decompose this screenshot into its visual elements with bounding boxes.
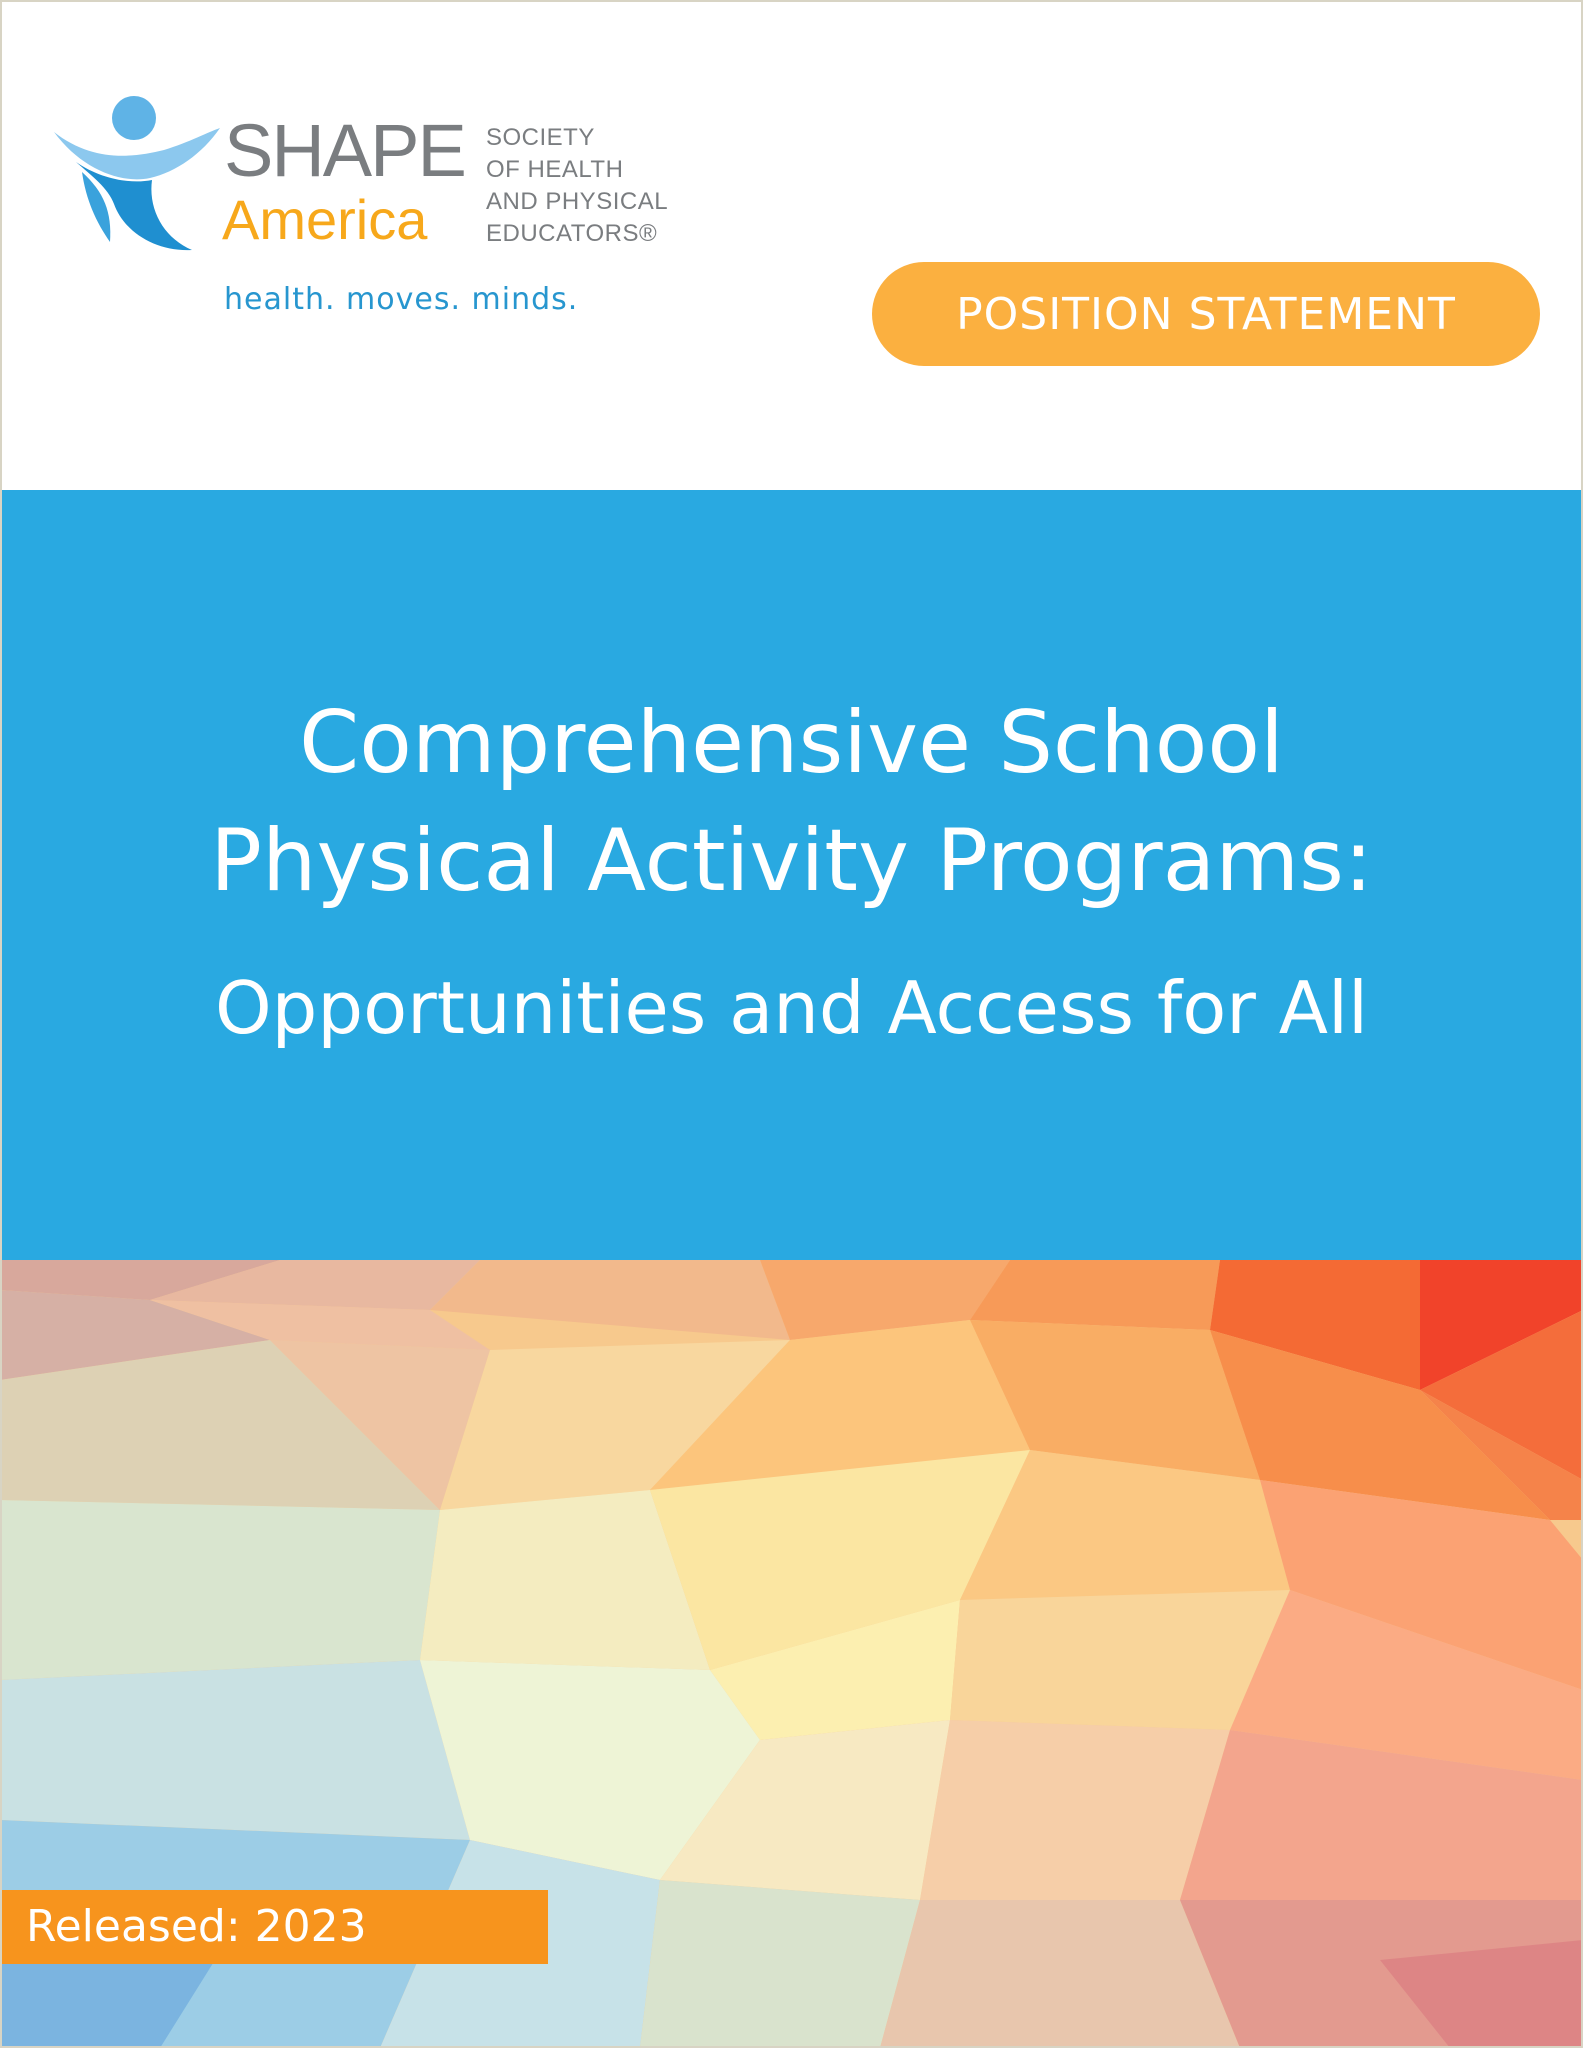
society-line: AND PHYSICAL (486, 188, 669, 215)
logo-word-america: America (222, 188, 428, 251)
title-line-2: Physical Activity Programs: (210, 811, 1373, 911)
shape-america-logo (52, 92, 692, 322)
logo-society-text (486, 122, 668, 250)
society-line: OF HEALTH (486, 156, 624, 183)
shape-america-figure-icon (52, 92, 222, 252)
society-line: EDUCATORS® (486, 220, 658, 247)
cover-header (0, 0, 1583, 490)
logo-tagline: health. moves. minds. (224, 282, 579, 317)
logo-word-shape: SHAPE (224, 109, 465, 192)
release-label: Released: 2023 (0, 1890, 548, 1964)
title-line-1: Comprehensive School (299, 693, 1284, 793)
society-line: SOCIETY (486, 124, 595, 151)
title-banner (0, 490, 1583, 1260)
subtitle: Opportunities and Access for All (214, 966, 1369, 1050)
position-statement-badge: POSITION STATEMENT (872, 262, 1540, 366)
